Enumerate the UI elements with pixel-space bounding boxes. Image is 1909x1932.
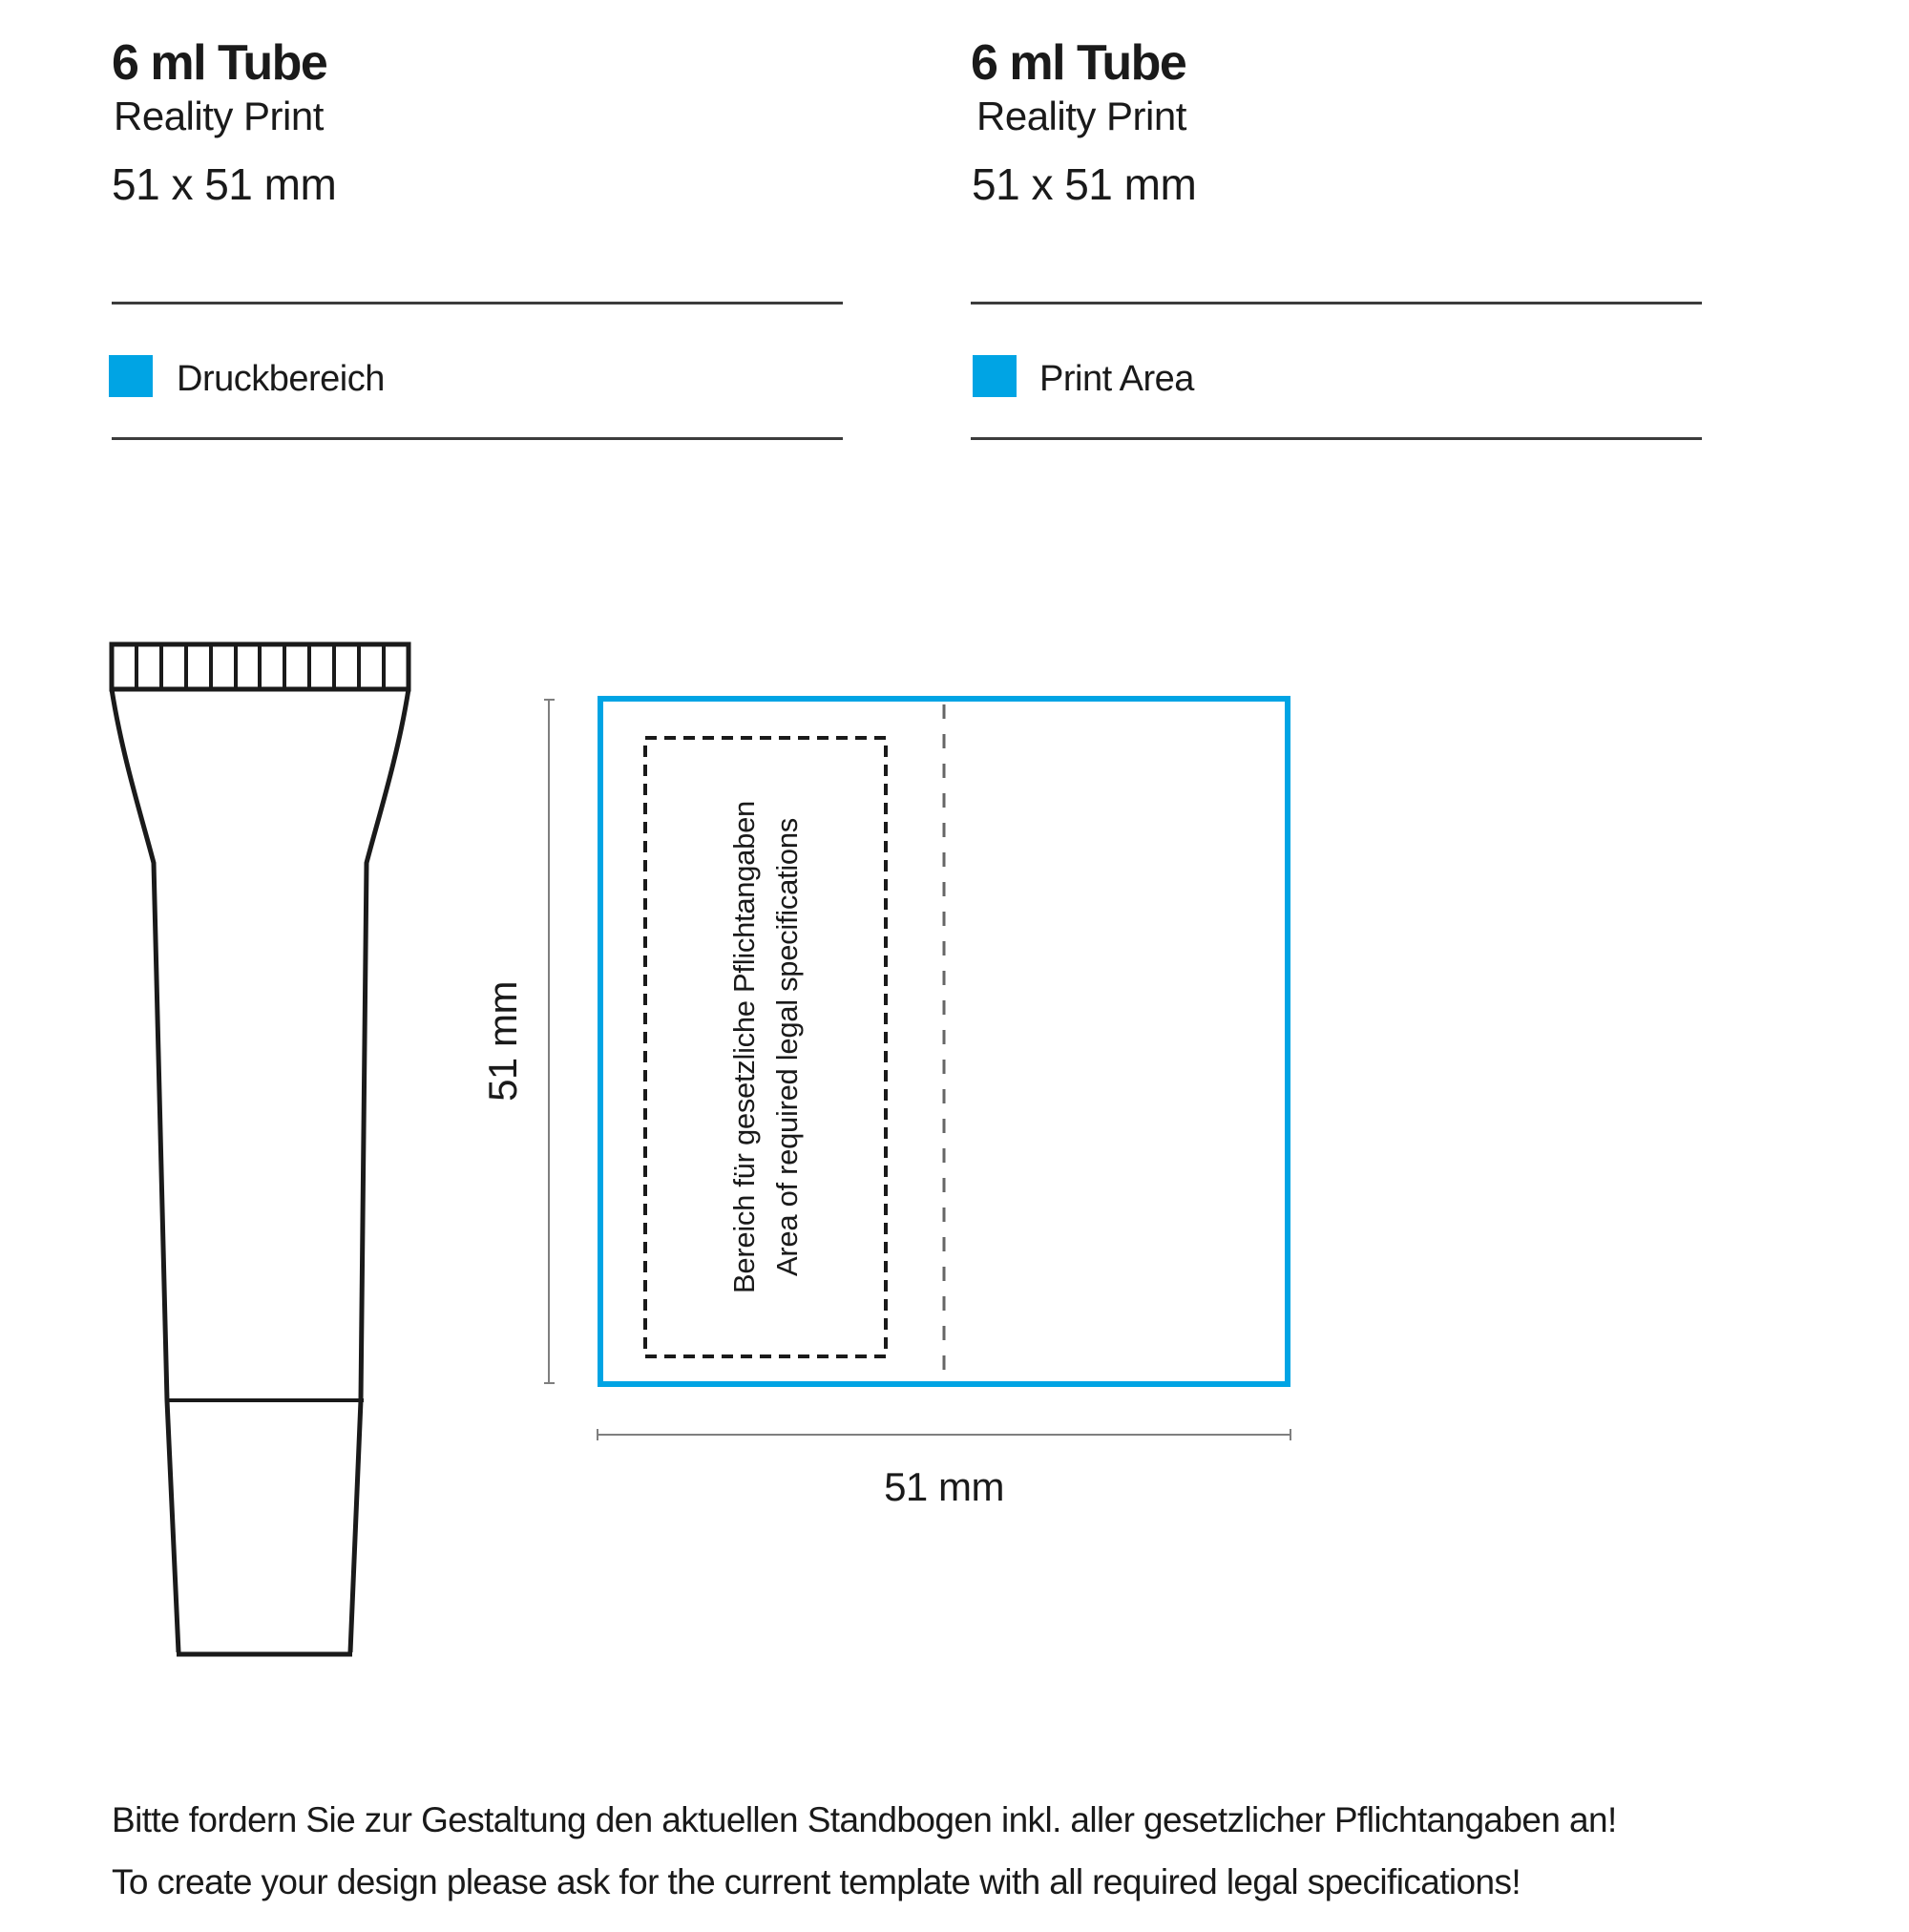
tube-drawing (112, 644, 409, 1654)
legend-label-en: Print Area (1039, 359, 1194, 399)
legal-area-caption (724, 737, 809, 1357)
print-size-en: 51 x 51 mm (972, 159, 1197, 209)
height-dimension-label: 51 mm (480, 981, 525, 1102)
print-area-diagram (544, 699, 1290, 1440)
page-title-en: 6 ml Tube (971, 35, 1186, 91)
tube-crimp-ribs (136, 644, 384, 689)
legal-area-caption-en: Area of required legal specifications (770, 818, 804, 1277)
footer-note-en: To create your design please ask for the current template with all required legal specifications! (112, 1862, 1521, 1901)
page-title-de: 6 ml Tube (112, 35, 327, 91)
width-dimension-label: 51 mm (884, 1464, 1004, 1509)
height-dimension-line (544, 700, 555, 1383)
legal-area-caption-de: Bereich für gesetzliche Pflichtangaben (727, 801, 762, 1293)
page-subtitle-en: Reality Print (976, 94, 1186, 138)
tube-body-left (112, 689, 178, 1652)
print-size-de: 51 x 51 mm (112, 159, 337, 209)
footer-note-de: Bitte fordern Sie zur Gestaltung den aktuellen Standbogen inkl. aller gesetzlicher Pflichtangaben an! (112, 1800, 1617, 1839)
legend-label-de: Druckbereich (177, 359, 385, 399)
width-dimension-line (598, 1429, 1290, 1440)
tube-body-right (350, 689, 409, 1652)
page-subtitle-de: Reality Print (114, 94, 324, 138)
